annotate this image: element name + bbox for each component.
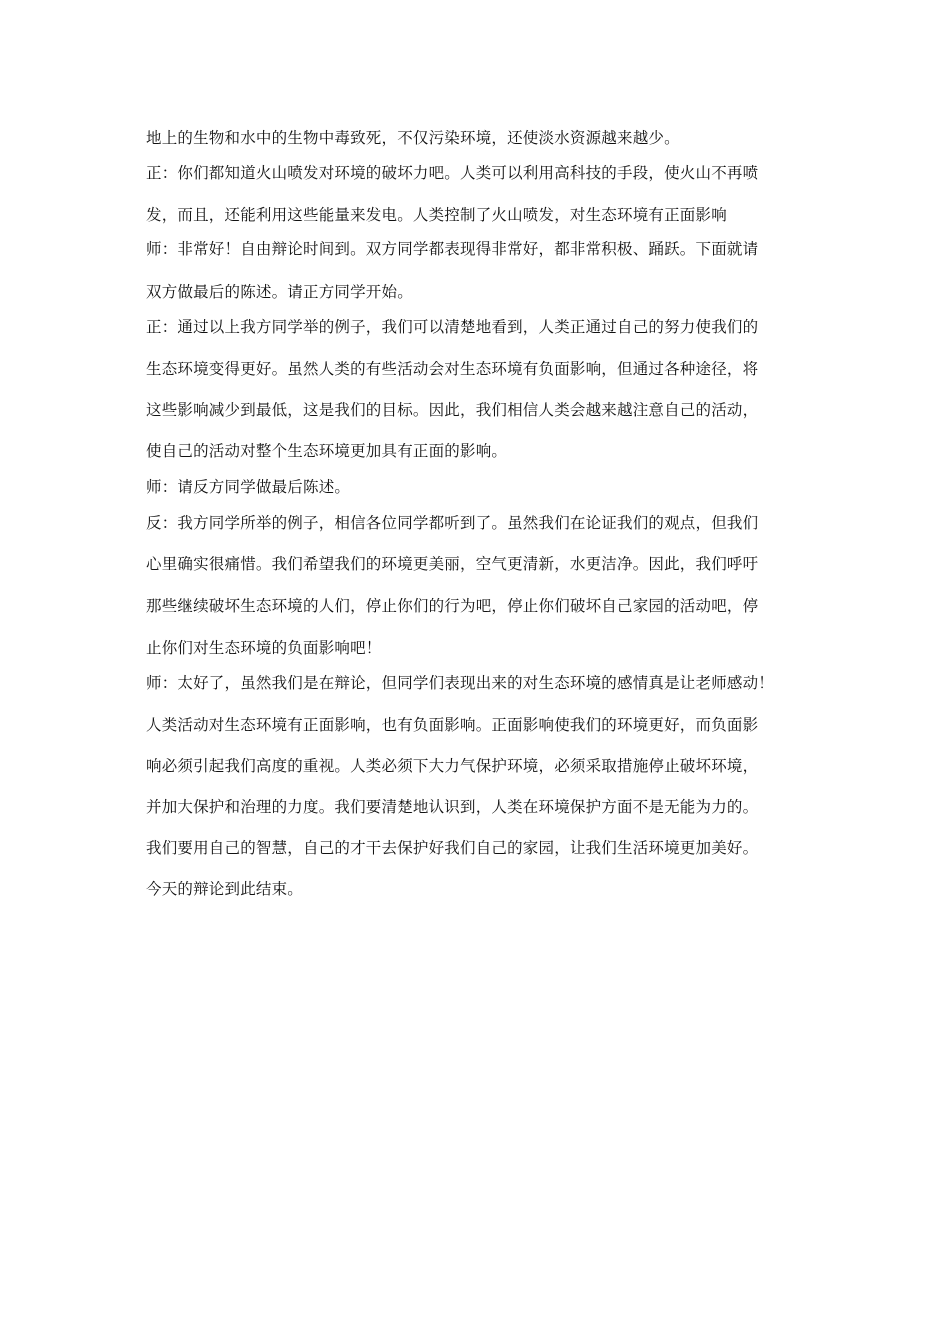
text-line: 师：太好了，虽然我们是在辩论，但同学们表现出来的对生态环境的感情真是让老师感动！ [146, 674, 775, 692]
text-line: 那些继续破坏生态环境的人们，停止你们的行为吧，停止你们破坏自己家园的活动吧，停 [146, 597, 759, 615]
text-line: 并加大保护和治理的力度。我们要清楚地认识到，人类在环境保护方面不是无能为力的。 [146, 798, 759, 816]
text-line: 止你们对生态环境的负面影响吧！ [146, 639, 382, 657]
text-line: 今天的辩论到此结束。 [146, 880, 304, 898]
text-line: 师：请反方同学做最后陈述。 [146, 478, 351, 496]
text-line: 正：你们都知道火山喷发对环境的破坏力吧。人类可以利用高科技的手段，使火山不再喷 [146, 164, 759, 182]
text-line: 这些影响减少到最低，这是我们的目标。因此，我们相信人类会越来越注意自己的活动， [146, 401, 759, 419]
text-line: 双方做最后的陈述。请正方同学开始。 [146, 283, 413, 301]
text-line: 使自己的活动对整个生态环境更加具有正面的影响。 [146, 442, 508, 460]
text-line: 师：非常好！自由辩论时间到。双方同学都表现得非常好，都非常积极、踊跃。下面就请 [146, 240, 759, 258]
text-line: 人类活动对生态环境有正面影响，也有负面影响。正面影响使我们的环境更好，而负面影 [146, 716, 759, 734]
text-line: 正：通过以上我方同学举的例子，我们可以清楚地看到，人类正通过自己的努力使我们的 [146, 318, 759, 336]
text-line: 发，而且，还能利用这些能量来发电。人类控制了火山喷发，对生态环境有正面影响 [146, 206, 727, 224]
text-line: 心里确实很痛惜。我们希望我们的环境更美丽，空气更清新，水更洁净。因此，我们呼吁 [146, 555, 759, 573]
text-line: 地上的生物和水中的生物中毒致死，不仅污染环境，还使淡水资源越来越少。 [146, 129, 680, 147]
text-line: 反：我方同学所举的例子，相信各位同学都听到了。虽然我们在论证我们的观点，但我们 [146, 514, 759, 532]
text-line: 我们要用自己的智慧，自己的才干去保护好我们自己的家园，让我们生活环境更加美好。 [146, 839, 759, 857]
text-line: 响必须引起我们高度的重视。人类必须下大力气保护环境，必须采取措施停止破坏环境， [146, 757, 759, 775]
text-line: 生态环境变得更好。虽然人类的有些活动会对生态环境有负面影响，但通过各种途径，将 [146, 360, 759, 378]
